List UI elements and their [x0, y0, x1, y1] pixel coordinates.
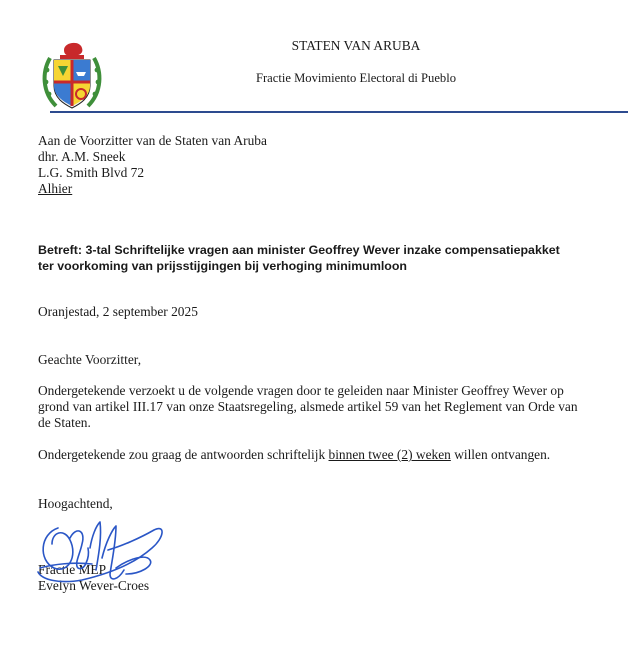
- address-line-local: Alhier: [38, 181, 73, 196]
- body-paragraph: [38, 447, 618, 463]
- address-line: L.G. Smith Blvd 72: [38, 165, 145, 180]
- body-text: Ondergetekende verzoekt u de volgende vragen door te geleiden naar: [38, 383, 413, 398]
- fraction-name: Fractie Movimiento Electoral di Pueblo: [255, 71, 457, 85]
- subject-line: ter voorkoming van prijsstijgingen bij verhoging minimumloon: [38, 259, 407, 273]
- deadline-text: binnen twee (2) weken: [328, 447, 451, 462]
- aruba-coat-of-arms-icon: [40, 36, 104, 112]
- body-line: de Staten.: [38, 415, 91, 430]
- body-text: Ondergetekende zou graag de antwoorden schriftelijk: [38, 447, 329, 462]
- body-line: grond van artikel III.17 van onze Staatsregeling, alsmede artikel 59 van het Reglement van Orde van: [38, 399, 578, 414]
- address-line: Aan de Voorzitter van de Staten van Aruba: [38, 133, 267, 148]
- salutation: Geachte Voorzitter,: [38, 352, 142, 367]
- body-line: [38, 383, 618, 399]
- subject-line: Betreft: 3-tal Schriftelijke vragen aan minister Geoffrey Wever inzake compensatiepakket: [38, 243, 560, 257]
- closing: Hoogachtend,: [38, 496, 113, 511]
- header-divider: [50, 111, 628, 113]
- signatory-name: Evelyn Wever-Croes: [38, 578, 150, 593]
- date-line: Oranjestad, 2 september 2025: [38, 304, 198, 319]
- signatory-fraction: Fractie MEP: [38, 562, 107, 577]
- body-text: willen ontvangen.: [450, 447, 551, 462]
- minister-name: Minister Geoffrey Wever op: [412, 383, 564, 398]
- handwritten-signature-icon: [30, 508, 180, 600]
- address-line: dhr. A.M. Sneek: [38, 149, 126, 164]
- body-paragraph: [38, 383, 618, 431]
- subject-block: [38, 242, 608, 274]
- organization-name: STATEN VAN ARUBA: [291, 38, 421, 53]
- address-block: [38, 133, 267, 197]
